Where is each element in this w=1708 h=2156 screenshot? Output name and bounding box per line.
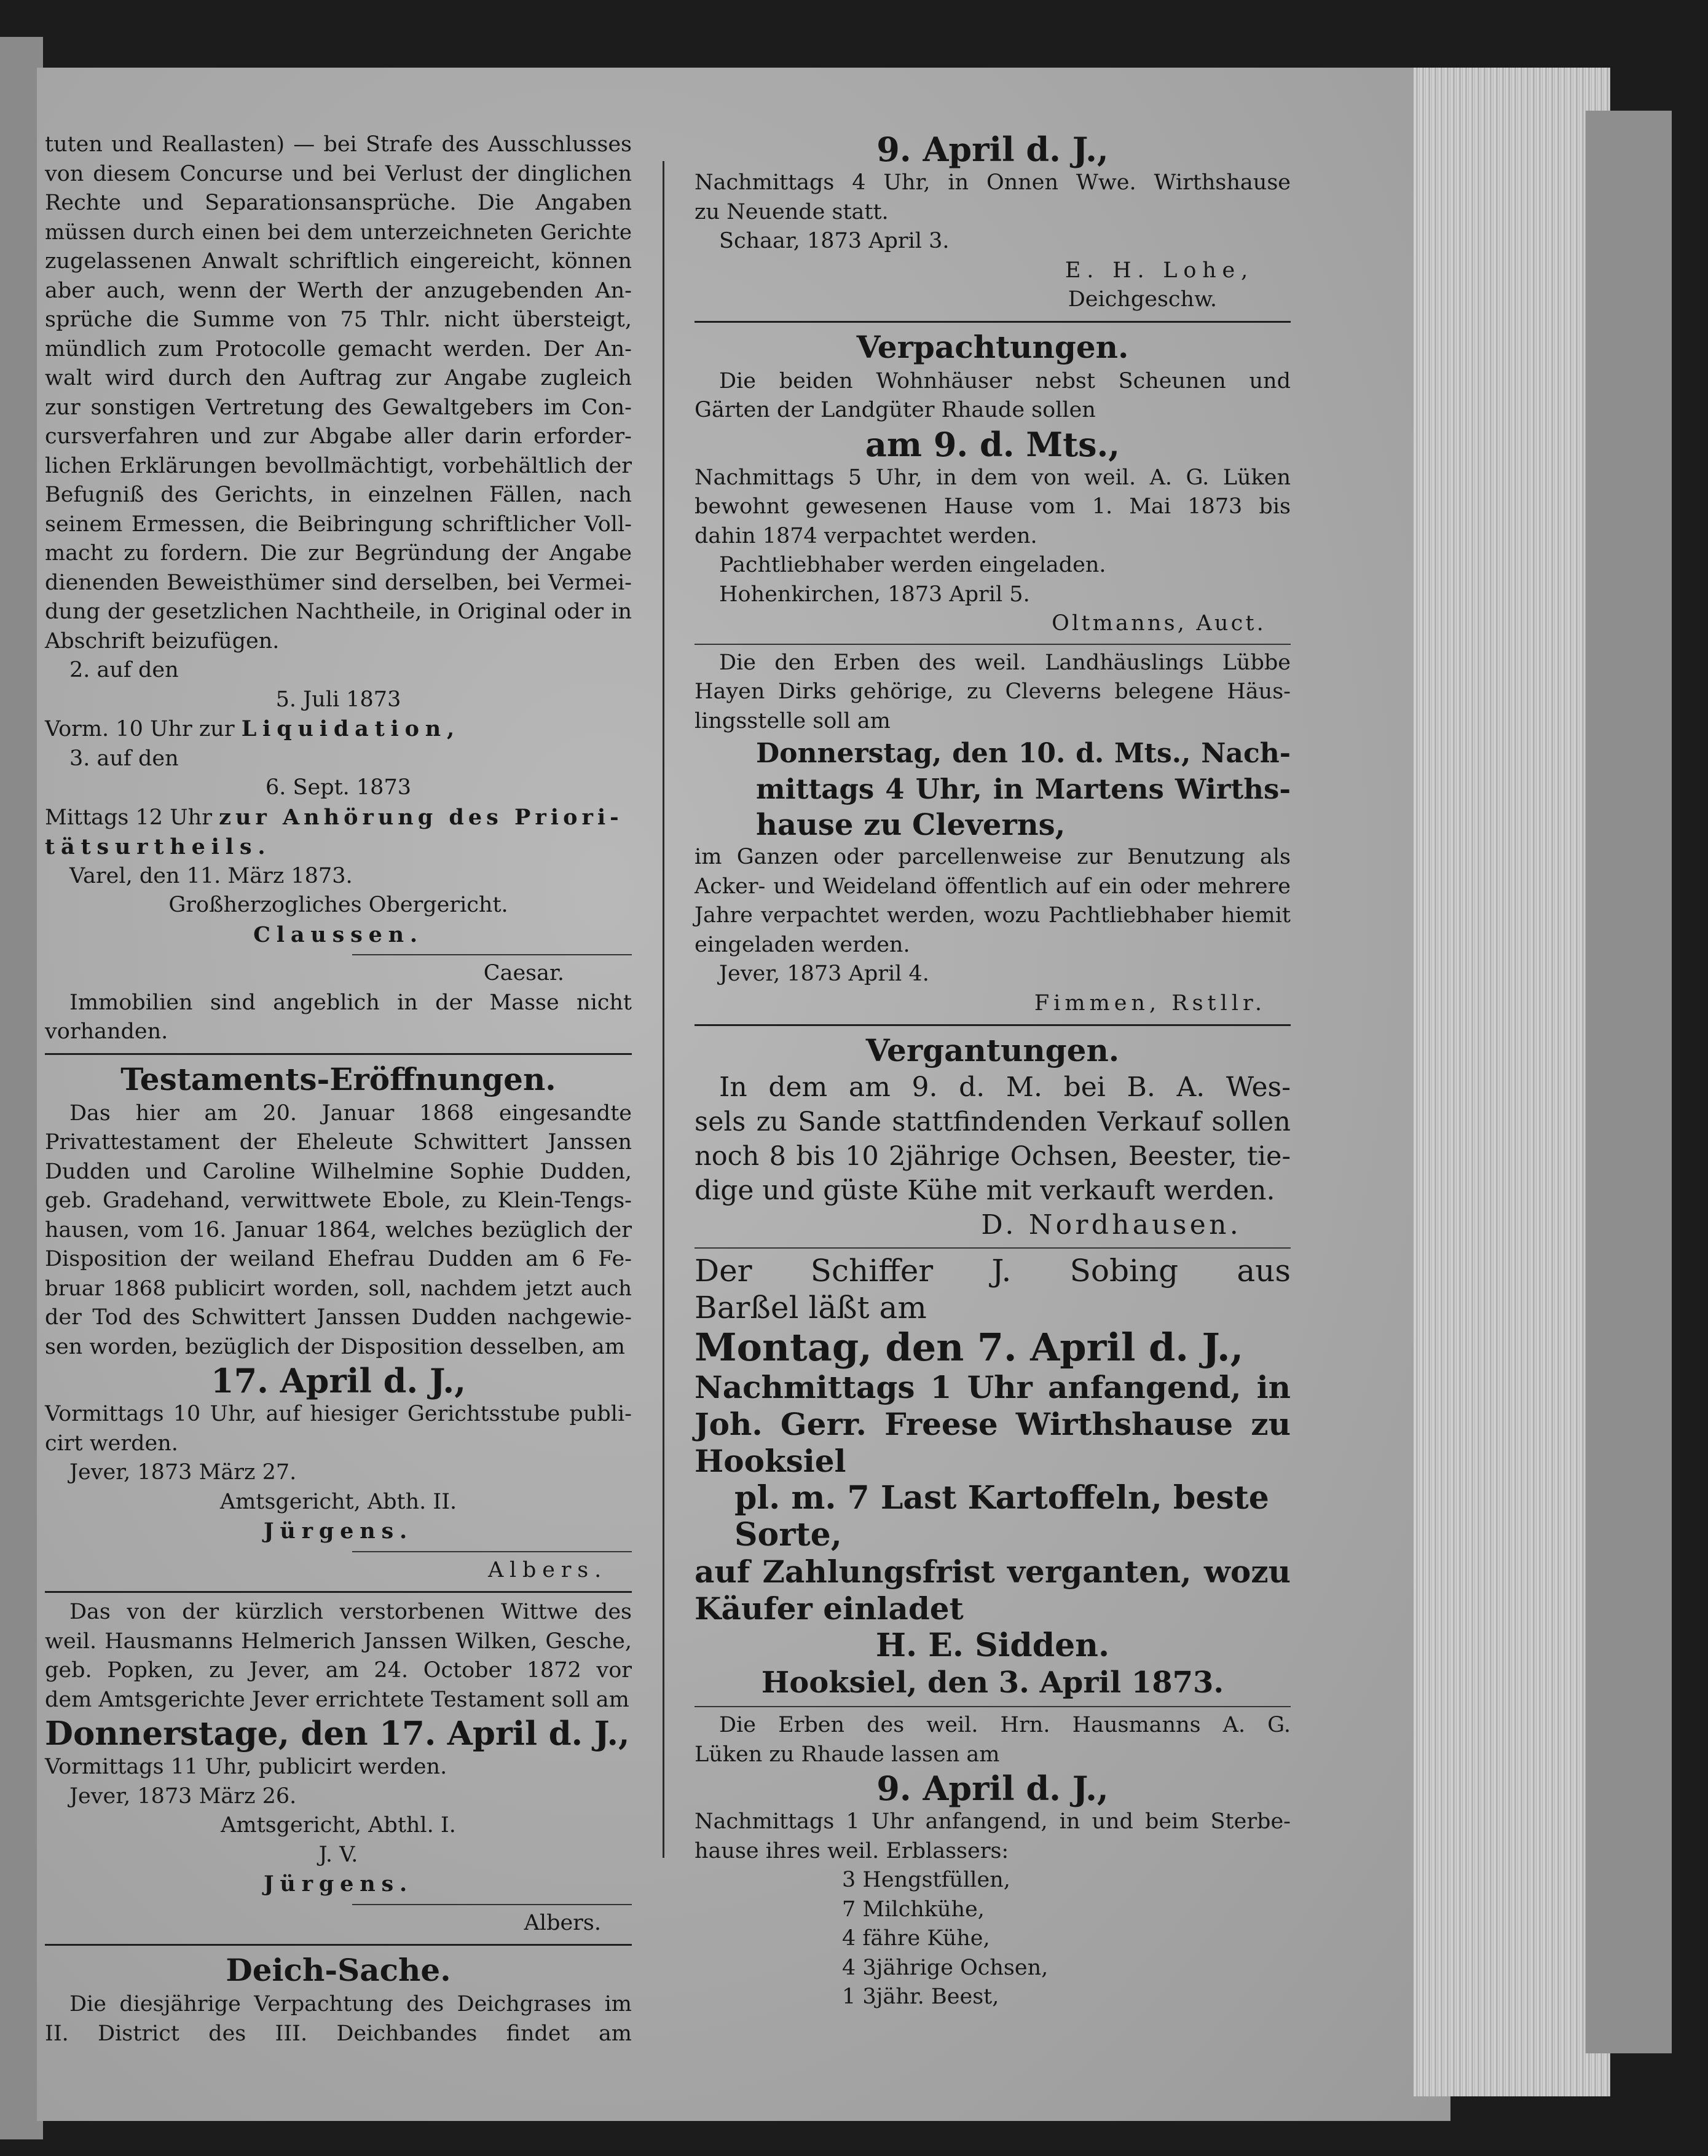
testament-1-line: bruar 1868 publicirt worden, soll, nachdem jetzt auch [45, 1276, 632, 1301]
vergantung-3-after-line: hause ihres weil. Erblassers: [695, 1838, 1009, 1863]
heading-deich: Deich-Sache. [226, 1952, 451, 1988]
priority-line-1 [45, 803, 632, 833]
vergantung-2-line-1: Der Schiffer J. Sobing aus [695, 1253, 1291, 1289]
verpachtung-1-after-line: dahin 1874 verpachtet werden. [695, 523, 1037, 548]
verpachtung-2-big-line: Donnerstag, den 10. d. Mts., Nach- [756, 738, 1291, 769]
testament-2-signature-2: Albers. [524, 1910, 601, 1935]
column-divider [663, 161, 664, 1858]
verpachtung-1-date: am 9. d. Mts., [865, 424, 1120, 464]
vergantung-3-line: Lüken zu Rhaude lassen am [695, 1742, 1000, 1767]
testament-1-after [45, 1400, 632, 1458]
verpachtung-2-after-line: im Ganzen oder parcellenweise zur Benutzung als [695, 845, 1291, 869]
vergantung-1-line: In dem am 9. d. M. bei B. A. Wes- [719, 1072, 1291, 1103]
inventory-item: 4 3jährige Ochsen, [842, 1955, 1049, 1980]
concurs-line: zugelassenen Anwalt schriftlich eingereicht, können [45, 249, 632, 274]
testament-1-line: Dudden und Caroline Wilhelmine Sophie Dudden, [45, 1159, 632, 1184]
note-line: vorhanden. [45, 1019, 168, 1044]
date-liquidation: 5. Juli 1873 [275, 687, 401, 712]
vergantung-2-line-2: Barßel läßt am [695, 1290, 927, 1325]
verpachtung-1-after-line: Nachmittags 5 Uhr, in dem von weil. A. G. Lüken [695, 465, 1291, 490]
concurs-line: Befugniß des Gerichts, in einzelnen Fällen, nach [45, 483, 632, 507]
verpachtung-2-place: Jever, 1873 April 4. [719, 962, 929, 986]
top-signature: E. H. Lohe, [1065, 258, 1254, 283]
verpachtung-1-after-line: bewohnt gewesenen Hause vom 1. Mai 1873 bis [695, 494, 1291, 519]
vergantung-1-signature: D. Nordhausen. [981, 1209, 1242, 1241]
vergantung-1-line: noch 8 bis 10 2jährige Ochsen, Beester, tie- [695, 1141, 1291, 1172]
deich-text [45, 1990, 632, 2048]
vergantung-3-items [695, 1866, 1291, 2012]
column-left [45, 130, 632, 2048]
vergantung-2-item-1: pl. m. 7 Last Kartoffeln, beste [734, 1479, 1269, 1517]
top-text [695, 168, 1291, 227]
vergantung-2-line: Hooksiel [695, 1443, 846, 1479]
vergantung-3-after-line: Nachmittags 1 Uhr anfangend, in und beim Sterbe- [695, 1809, 1291, 1834]
deich-line: Die diesjährige Verpachtung des Deichgrases im [69, 1992, 632, 2016]
inventory-item: 7 Milchkühe, [842, 1897, 985, 1922]
verpachtung-2-big [695, 736, 1291, 843]
testament-2-line: Das von der kürzlich verstorbenen Wittwe des [69, 1600, 632, 1624]
top-date: 9. April d. J., [876, 130, 1109, 169]
verpachtung-2-big-line: hause zu Cleverns, [756, 808, 1066, 842]
signature-rule [352, 954, 632, 955]
concurs-line: dienenden Beweisthümer sind derselben, bei Vermei- [45, 570, 632, 595]
concurs-line: walt wird durch den Auftrag zur Angabe zugleich [45, 366, 632, 390]
top-place: Schaar, 1873 April 3. [719, 229, 950, 253]
testament-1-text [45, 1099, 632, 1362]
verpachtung-2-big-line: mittags 4 Uhr, in Martens Wirths- [756, 773, 1291, 805]
testament-2-line: geb. Popken, zu Jever, am 24. October 1872 vor [45, 1658, 632, 1683]
verpachtung-2-after-line: Acker- und Weideland öffentlich auf ein oder mehrere [695, 874, 1291, 899]
liquidation-prefix: Vorm. 10 Uhr zur [45, 717, 242, 741]
vergantung-2-tail-line: Käufer einladet [695, 1590, 964, 1627]
testament-2-place: Jever, 1873 März 26. [69, 1783, 297, 1809]
verpachtung-1-signature: Oltmanns, Auct. [1052, 611, 1266, 636]
section-rule-b3 [695, 1024, 1291, 1026]
concurs-line: Abschrift beizufügen. [45, 628, 280, 654]
priority-prefix: Mittags 12 Uhr [45, 805, 219, 830]
concurs-line: sprüche die Summe von 75 Thlr. nicht übersteigt, [45, 307, 632, 332]
vergantung-2-line: Nachmittags 1 Uhr anfangend, in [695, 1369, 1291, 1405]
testament-1-line: sen worden, bezüglich der Disposition desselben, am [45, 1334, 625, 1359]
deich-line: II. District des III. Deichbandes findet am [45, 2021, 632, 2046]
date-priority: 6. Sept. 1873 [265, 775, 411, 800]
vergantung-1-text [695, 1070, 1291, 1208]
signature-claussen: Claussen. [253, 922, 423, 947]
signature-rule-2 [352, 1551, 632, 1552]
inventory-item: 3 Hengstfüllen, [842, 1868, 1010, 1892]
vergantung-2-signature: H. E. Sidden. [875, 1627, 1110, 1664]
vergantung-2-date: Montag, den 7. April d. J., [695, 1325, 1244, 1370]
concurs-line: lichen Erklärungen bevollmächtigt, vorbehältlich der [45, 453, 632, 478]
signature-caesar: Caesar. [483, 961, 564, 985]
note-line: Immobilien sind angeblich in der Masse nicht [69, 990, 632, 1015]
concurs-line: tuten und Reallasten) — bei Strafe des Ausschlusses [45, 132, 632, 157]
heading-verpachtungen: Verpachtungen. [856, 328, 1129, 365]
inventory-item: 1 3jähr. Beest, [842, 1984, 999, 2009]
testament-2-signature: Jürgens. [264, 1871, 413, 1897]
court-obergericht: Großherzogliches Obergericht. [168, 893, 508, 917]
testament-2-line: weil. Hausmanns Helmerich Janssen Wilken, Gesche, [45, 1629, 632, 1654]
verpachtung-1-line: Die beiden Wohnhäuser nebst Scheunen und [719, 368, 1291, 393]
verpachtung-2-text [695, 649, 1291, 736]
concurs-line: seinem Ermessen, die Beibringung schriftlicher Voll- [45, 511, 632, 537]
testament-2-line: dem Amtsgerichte Jever errichtete Testament soll am [45, 1687, 629, 1712]
liquidation-line [45, 714, 632, 744]
top-role: Deichgeschw. [1068, 287, 1217, 312]
vergantung-2-lines [695, 1369, 1291, 1480]
vergantung-2-line: Joh. Gerr. Freese Wirthshause zu [695, 1406, 1291, 1442]
section-rule-3 [45, 1944, 632, 1946]
testament-2-text [45, 1598, 632, 1715]
concurs-line: Rechte und Separationsansprüche. Die Angaben [45, 191, 632, 215]
page-block-edges [1414, 68, 1610, 2096]
heading-testamente: Testaments-Eröffnungen. [120, 1060, 556, 1097]
testament-1-signature: Jürgens. [264, 1518, 413, 1544]
verpachtung-2-after-line: Jahre verpachtet werden, wozu Pachtliebhaber hiemit [695, 903, 1291, 928]
testament-1-line: geb. Gradehand, verwittwete Ebole, zu Klein-Tengs- [45, 1188, 632, 1213]
testament-2-date: Donnerstage, den 17. April d. J., [45, 1715, 630, 1753]
concurs-line: von diesem Concurse und bei Verlust der dinglichen [45, 161, 632, 186]
heading-vergantungen: Vergantungen. [865, 1032, 1120, 1068]
vergantung-3-date: 9. April d. J., [876, 1769, 1109, 1808]
vergantung-2-place: Hooksiel, den 3. April 1873. [761, 1665, 1224, 1700]
concurs-paragraph [45, 130, 632, 656]
testament-1-place: Jever, 1873 März 27. [69, 1460, 297, 1485]
top-line: Nachmittags 4 Uhr, in Onnen Wwe. Wirthshause [695, 170, 1291, 195]
section-rule-b5 [695, 1706, 1291, 1707]
signature-rule-3 [352, 1904, 632, 1905]
priority-spaced: zur Anhörung des Priori- [219, 804, 623, 830]
testament-2-court: Amtsgericht, Abthl. I. [221, 1813, 456, 1838]
concurs-line: müssen durch einen bei dem unterzeichneten Gerichte [45, 219, 632, 245]
concurs-line: mündlich zum Protocolle gemacht werden. Der An- [45, 336, 632, 361]
testament-2-iv: J. V. [318, 1842, 358, 1867]
testament-1-line: hausen, vom 16. Januar 1864, welches bezüglich der [45, 1217, 632, 1242]
testament-1-court: Amtsgericht, Abth. II. [219, 1489, 457, 1514]
section-rule-b4 [695, 1247, 1291, 1249]
liquidation-spaced: Liquidation, [241, 716, 461, 741]
vergantung-2-item-2: Sorte, [734, 1516, 842, 1554]
place-varel: Varel, den 11. März 1873. [69, 863, 353, 888]
testament-1-line: Privattestament der Eheleute Schwittert Janssen [45, 1130, 632, 1155]
verpachtung-1-invite: Pachtliebhaber werden eingeladen. [719, 553, 1106, 577]
section-rule-2 [45, 1591, 632, 1593]
item-3: 3. auf den [69, 746, 179, 771]
verpachtung-1-after [695, 464, 1291, 551]
inventory-item: 4 fähre Kühe, [842, 1926, 990, 1951]
testament-1-line: der Tod des Schwittert Janssen Dudden nachgewie- [45, 1305, 632, 1330]
verpachtung-2-line: Die den Erben des weil. Landhäuslings Lübbe [719, 650, 1291, 675]
vergantung-3-text [695, 1711, 1291, 1769]
section-rule-b2 [695, 644, 1291, 645]
verpachtung-2-after [695, 843, 1291, 960]
verpachtung-1-place: Hohenkirchen, 1873 April 5. [719, 582, 1030, 607]
vergantung-3-after [695, 1807, 1291, 1866]
testament-1-signature-2: Albers. [487, 1557, 607, 1582]
verpachtung-2-line: lingsstelle soll am [695, 708, 891, 733]
concurs-line: dung der gesetzlichen Nachtheile, in Original oder in [45, 599, 632, 624]
verpachtung-2-line: Hayen Dirks gehörige, zu Cleverns belegene Häus- [695, 679, 1291, 704]
vergantung-2-tail [695, 1554, 1291, 1627]
book-binding [1586, 111, 1672, 2053]
testament-1-line: Das hier am 20. Januar 1868 eingesandte [69, 1100, 632, 1126]
concurs-line: macht zu fordern. Die zur Begründung der Angabe [45, 541, 632, 566]
section-rule [45, 1053, 632, 1055]
note-immobilien [45, 989, 632, 1047]
vergantung-1-line: dige und güste Kühe mit verkauft werden. [695, 1175, 1275, 1206]
testament-1-line: Disposition der weiland Ehefrau Dudden am 6 Fe- [45, 1247, 632, 1271]
testament-1-after-line: Vormittags 10 Uhr, auf hiesiger Gerichtsstube publi- [45, 1402, 632, 1426]
vergantung-1-line: sels zu Sande stattfindenden Verkauf sollen [695, 1107, 1291, 1137]
concurs-line: cursverfahren und zur Abgabe aller darin erforder- [45, 424, 632, 449]
section-rule-b1 [695, 321, 1291, 323]
top-line: zu Neuende statt. [695, 199, 889, 224]
testament-1-after-line: cirt werden. [45, 1431, 178, 1456]
concurs-line: aber auch, wenn der Werth der anzugebenden An- [45, 278, 632, 303]
vergantung-2-tail-line: auf Zahlungsfrist verganten, wozu [695, 1554, 1291, 1590]
verpachtung-1-line: Gärten der Landgüter Rhaude sollen [695, 398, 1096, 422]
verpachtung-2-after-line: eingeladen werden. [695, 932, 910, 957]
column-right [695, 130, 1291, 2012]
testament-2-after: Vormittags 11 Uhr, publicirt werden. [45, 1755, 447, 1779]
verpachtung-1-text [695, 367, 1291, 425]
vergantung-3-line: Die Erben des weil. Hrn. Hausmanns A. G. [719, 1713, 1291, 1737]
concurs-line: zur sonstigen Vertretung des Gewaltgebers im Con- [45, 395, 632, 420]
testament-1-date: 17. April d. J., [211, 1361, 466, 1400]
priority-line-2: tätsurtheils. [45, 834, 272, 859]
item-2: 2. auf den [69, 658, 179, 682]
verpachtung-2-signature: Fimmen, Rstllr. [1034, 990, 1266, 1016]
